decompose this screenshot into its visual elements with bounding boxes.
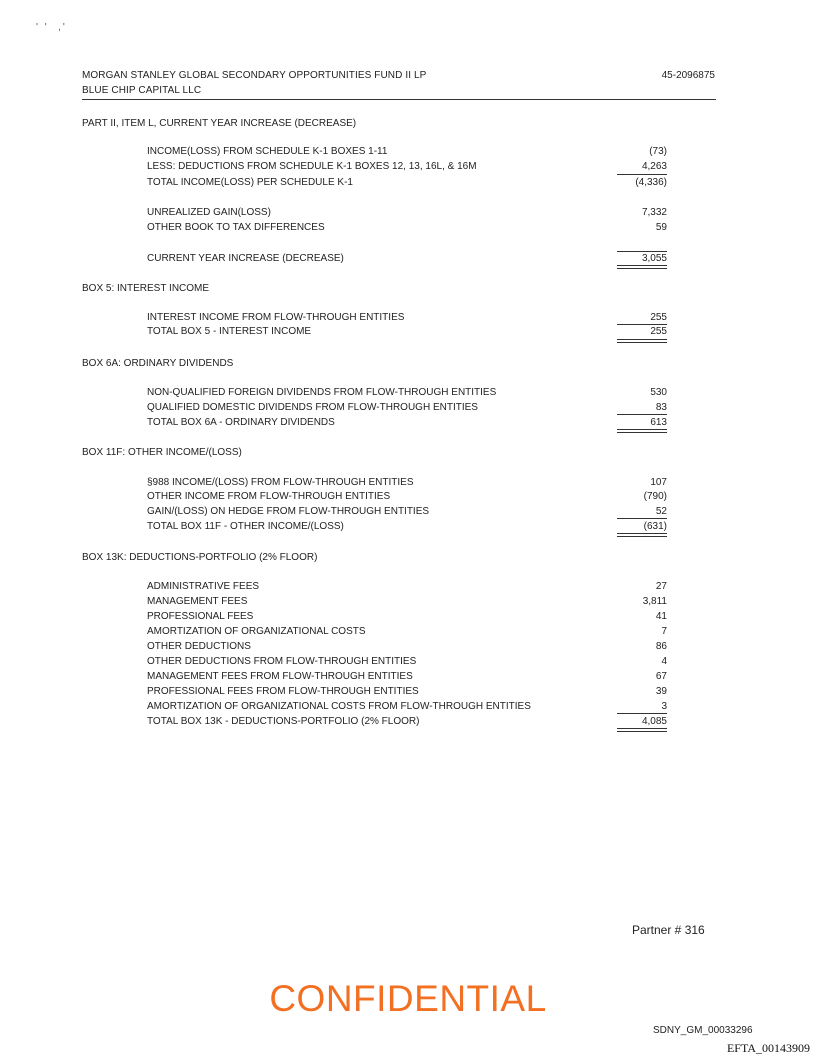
- line-value: 107: [650, 477, 667, 488]
- line-value: 530: [650, 387, 667, 398]
- total-double-rule: [617, 533, 667, 537]
- line-label: TOTAL BOX 6A - ORDINARY DIVIDENDS: [147, 417, 335, 428]
- line-label: OTHER BOOK TO TAX DIFFERENCES: [147, 222, 325, 233]
- section-title-box11f: BOX 11F: OTHER INCOME/(LOSS): [82, 447, 242, 458]
- line-value: 4,263: [641, 161, 667, 172]
- bates-number-secondary: EFTA_00143909: [726, 1041, 810, 1055]
- line-value: 7,332: [641, 207, 667, 218]
- line-label: QUALIFIED DOMESTIC DIVIDENDS FROM FLOW-THROUGH ENTITIES: [147, 402, 478, 413]
- partner-name: BLUE CHIP CAPITAL LLC: [82, 85, 202, 96]
- line-value: 3,055: [641, 253, 667, 264]
- line-label: INCOME(LOSS) FROM SCHEDULE K-1 BOXES 1-11: [147, 146, 388, 157]
- line-label: OTHER DEDUCTIONS FROM FLOW-THROUGH ENTITIES: [147, 656, 417, 667]
- line-value: 4,085: [641, 716, 667, 727]
- line-value: 39: [655, 686, 667, 697]
- subtotal-rule: [617, 713, 667, 714]
- line-value: 255: [650, 312, 667, 323]
- line-item: [147, 626, 667, 639]
- section-title-box6a: BOX 6A: ORDINARY DIVIDENDS: [82, 358, 234, 369]
- line-item-total: [147, 177, 667, 190]
- subtotal-rule: [617, 324, 667, 325]
- line-value: 59: [655, 222, 667, 233]
- line-label: TOTAL BOX 13K - DEDUCTIONS-PORTFOLIO (2% FLOOR): [147, 716, 420, 727]
- total-double-rule: [617, 728, 667, 732]
- subtotal-rule: [617, 518, 667, 519]
- line-value: 613: [650, 417, 667, 428]
- subtotal-rule: [617, 251, 667, 252]
- line-item: [147, 671, 667, 684]
- line-item: [147, 701, 667, 714]
- line-label: UNREALIZED GAIN(LOSS): [147, 207, 271, 218]
- bates-number-primary: SDNY_GM_00033296: [653, 1025, 753, 1036]
- line-item-total: [147, 716, 667, 729]
- line-value: (73): [649, 146, 667, 157]
- line-item: [147, 641, 667, 654]
- line-item-total: [147, 417, 667, 430]
- line-value: 27: [655, 581, 667, 592]
- line-item: [147, 611, 667, 624]
- line-label: TOTAL BOX 11F - OTHER INCOME/(LOSS): [147, 521, 344, 532]
- total-double-rule: [617, 265, 667, 269]
- line-value: (631): [643, 521, 667, 532]
- line-item: [147, 387, 667, 400]
- line-label: TOTAL INCOME(LOSS) PER SCHEDULE K-1: [147, 177, 353, 188]
- line-item-total: [147, 326, 667, 339]
- line-label: ADMINISTRATIVE FEES: [147, 581, 260, 592]
- scan-specks: ' ' ,': [36, 22, 67, 33]
- line-value: 7: [661, 626, 667, 637]
- line-label: MANAGEMENT FEES FROM FLOW-THROUGH ENTITIES: [147, 671, 413, 682]
- line-label: PROFESSIONAL FEES: [147, 611, 254, 622]
- line-value: 52: [655, 506, 667, 517]
- total-double-rule: [617, 339, 667, 343]
- line-value: 41: [655, 611, 667, 622]
- confidential-stamp: CONFIDENTIAL: [269, 978, 547, 1019]
- line-value: (4,336): [635, 177, 667, 188]
- line-item: [147, 477, 667, 490]
- fund-name: MORGAN STANLEY GLOBAL SECONDARY OPPORTUNITIES FUND II LP: [82, 70, 427, 81]
- ein-number: 45-2096875: [661, 70, 715, 81]
- line-label: §988 INCOME/(LOSS) FROM FLOW-THROUGH ENTITIES: [147, 477, 414, 488]
- line-item: [147, 312, 667, 325]
- total-double-rule: [617, 429, 667, 433]
- line-item-total: [147, 253, 667, 266]
- line-item: [147, 161, 667, 174]
- line-label: MANAGEMENT FEES: [147, 596, 248, 607]
- line-item: [147, 207, 667, 220]
- line-label: PROFESSIONAL FEES FROM FLOW-THROUGH ENTITIES: [147, 686, 419, 697]
- line-value: 86: [655, 641, 667, 652]
- line-item: [147, 686, 667, 699]
- section-title-part2: PART II, ITEM L, CURRENT YEAR INCREASE (DECREASE): [82, 118, 357, 129]
- line-item: [147, 581, 667, 594]
- partner-number: Partner # 316: [632, 923, 705, 937]
- line-label: TOTAL BOX 5 - INTEREST INCOME: [147, 326, 312, 337]
- line-value: 3,811: [642, 596, 667, 607]
- line-value: 255: [650, 326, 667, 337]
- header-rule: [82, 99, 716, 100]
- line-label: AMORTIZATION OF ORGANIZATIONAL COSTS FROM FLOW-THROUGH ENTITIES: [147, 701, 531, 712]
- line-value: 3: [661, 701, 667, 712]
- line-label: NON-QUALIFIED FOREIGN DIVIDENDS FROM FLOW-THROUGH ENTITIES: [147, 387, 497, 398]
- line-label: LESS: DEDUCTIONS FROM SCHEDULE K-1 BOXES 12, 13, 16L, & 16M: [147, 161, 477, 172]
- line-label: CURRENT YEAR INCREASE (DECREASE): [147, 253, 344, 264]
- subtotal-rule: [617, 174, 667, 175]
- subtotal-rule: [617, 414, 667, 415]
- line-value: (790): [643, 491, 667, 502]
- line-label: AMORTIZATION OF ORGANIZATIONAL COSTS: [147, 626, 366, 637]
- section-title-box13k: BOX 13K: DEDUCTIONS-PORTFOLIO (2% FLOOR): [82, 552, 318, 563]
- line-item: [147, 506, 667, 519]
- line-item: [147, 146, 667, 159]
- line-label: GAIN/(LOSS) ON HEDGE FROM FLOW-THROUGH ENTITIES: [147, 506, 430, 517]
- line-label: OTHER DEDUCTIONS: [147, 641, 251, 652]
- line-item: [147, 596, 667, 609]
- line-value: 4: [661, 656, 667, 667]
- line-label: OTHER INCOME FROM FLOW-THROUGH ENTITIES: [147, 491, 391, 502]
- line-item: [147, 222, 667, 235]
- line-item: [147, 656, 667, 669]
- line-item-total: [147, 521, 667, 534]
- line-value: 67: [655, 671, 667, 682]
- line-item: [147, 402, 667, 415]
- line-item: [147, 491, 667, 504]
- line-label: INTEREST INCOME FROM FLOW-THROUGH ENTITIES: [147, 312, 405, 323]
- line-value: 83: [655, 402, 667, 413]
- section-title-box5: BOX 5: INTEREST INCOME: [82, 283, 210, 294]
